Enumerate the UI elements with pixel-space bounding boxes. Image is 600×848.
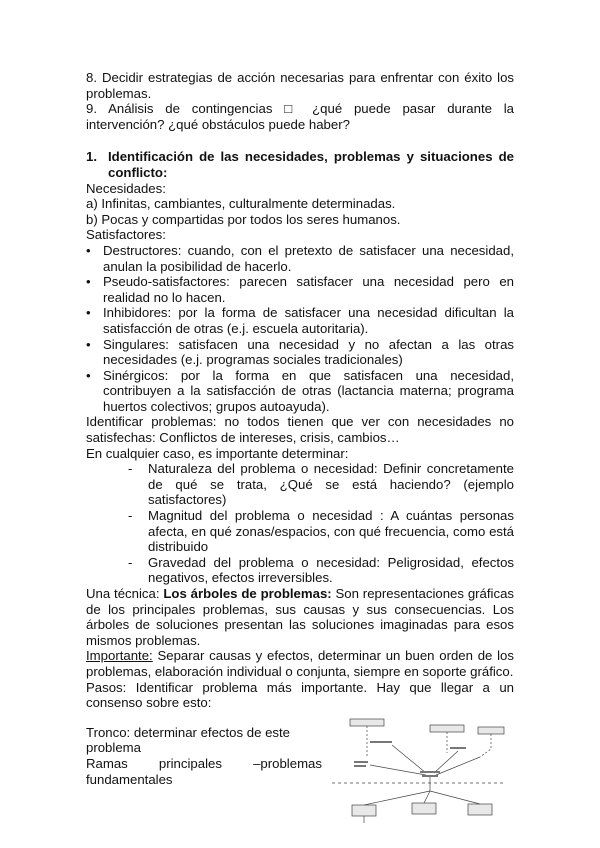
problem-item-gravedad: - Gravedad del problema o necesidad: Peligrosidad, efectos negativos, efectos irreversibles. — [128, 554, 514, 586]
branches-line-2: fundamentales — [86, 771, 173, 787]
diagram-line — [424, 791, 430, 803]
bullet-icon: • — [86, 367, 91, 383]
section-number: 1. — [86, 149, 97, 165]
diagram-line — [480, 734, 491, 757]
satisfier-item-sinergicos: • Sinérgicos: por la forma en que satisfacen una necesidad, contribuyen a la satisfacción de otras (lactancia materna; programa huertos colectivos; grupos autoayuda). — [86, 367, 514, 414]
satisfier-item-singulares: • Singulares: satisfacen una necesidad y no afectan a las otras necesidades (e.j. programas sociales tradicionales) — [86, 336, 514, 368]
section-heading — [86, 149, 514, 180]
bullet-icon: • — [86, 336, 91, 352]
determine-paragraph: En cualquier caso, es importante determinar: — [86, 445, 349, 461]
paragraph-item-9: 9. Análisis de contingencias □ ¿qué puede pasar durante la intervención? ¿qué obstáculos puede haber? — [86, 101, 515, 132]
needs-item-b: b) Pocas y compartidas por todos los seres humanos. — [86, 211, 401, 227]
diagram-scribble — [354, 765, 366, 767]
diagram-line — [430, 791, 480, 804]
problem-item-magnitud: - Magnitud del problema o necesidad : A cuántas personas afecta, en qué zonas/espacios, con qué frecuencia, como está distribuido — [128, 508, 514, 555]
dash-marker: - — [128, 554, 133, 570]
diagram-line — [434, 751, 458, 773]
problem-tree-diagram — [330, 717, 506, 825]
satisfiers-label: Satisfactores: — [86, 227, 166, 243]
needs-item-a: a) Infinitas, cambiantes, culturalmente determinadas. — [86, 196, 396, 212]
dash-marker: - — [128, 508, 133, 524]
diagram-scribble — [354, 761, 368, 763]
missing-glyph-box-icon: □ — [284, 101, 301, 117]
diagram-cause-box — [412, 803, 436, 814]
diagram-scribble — [420, 771, 440, 773]
steps-paragraph: Pasos: Identificar problema más importante. Hay que llegar a un consenso sobre esto: — [86, 679, 514, 711]
paragraph-item-8: 8. Decidir estrategias de acción necesarias para enfrentar con éxito los problemas. — [86, 70, 514, 101]
diagram-cause-box — [352, 805, 376, 816]
diagram-line — [436, 757, 480, 775]
problem-item-naturaleza: - Naturaleza del problema o necesidad: Definir concretamente de qué se trata, ¿Qué se está haciendo? (ejemplo satisfactores) — [128, 461, 514, 508]
diagram-scribble — [422, 775, 438, 777]
needs-label: Necesidades: — [86, 180, 166, 196]
important-paragraph: Importante: Separar causas y efectos, determinar un buen orden de los problemas, elaboración individual o conjunta, siempre en soporte gráfico. — [86, 648, 514, 679]
trunk-line-2: problema — [86, 740, 141, 756]
technique-bold-term: Los árboles de problemas: — [163, 586, 332, 601]
diagram-effect-box — [478, 727, 504, 734]
satisfier-item-destructores: • Destructores: cuando, con el pretexto de satisfacer una necesidad, anulan la posibilidad de hacerlo. — [86, 242, 514, 274]
bullet-icon: • — [86, 274, 91, 290]
diagram-effect-box — [350, 719, 384, 726]
diagram-scribble — [370, 741, 392, 743]
diagram-line — [392, 745, 426, 773]
bullet-icon: • — [86, 242, 91, 258]
diagram-effect-box — [430, 725, 464, 732]
diagram-scribble — [450, 747, 466, 749]
identify-problems-paragraph: Identificar problemas: no todos tienen que ver con necesidades no satisfechas: Conflictos de intereses, crisis, cambios… — [86, 414, 514, 446]
tree-section — [86, 711, 514, 821]
dash-marker: - — [128, 461, 133, 477]
important-label: Importante: — [86, 648, 153, 664]
bullet-icon: • — [86, 305, 91, 321]
satisfier-item-inhibidores: • Inhibidores: por la forma de satisfacer una necesidad dificultan la satisfacción de otras (e.j. escuela autoritaria). — [86, 305, 514, 336]
satisfier-item-pseudo: • Pseudo-satisfactores: parecen satisfacer una necesidad pero en realidad no lo hacen. — [86, 274, 514, 305]
trunk-line: Tronco: determinar efectos de este — [86, 724, 291, 740]
section-title: Identificación de las necesidades, problemas y situaciones de conflicto: — [108, 149, 514, 180]
technique-paragraph: Una técnica: Los árboles de problemas: Son representaciones gráficas de los principales problemas, sus causas y sus consecuencias. Los árboles de soluciones presentan las soluciones imaginadas para esos mismos problemas. — [86, 586, 514, 648]
document-page — [86, 70, 514, 821]
tree-text — [86, 725, 322, 787]
diagram-cause-box — [468, 804, 492, 815]
branches-line: Ramas principales –problemas — [86, 755, 322, 771]
